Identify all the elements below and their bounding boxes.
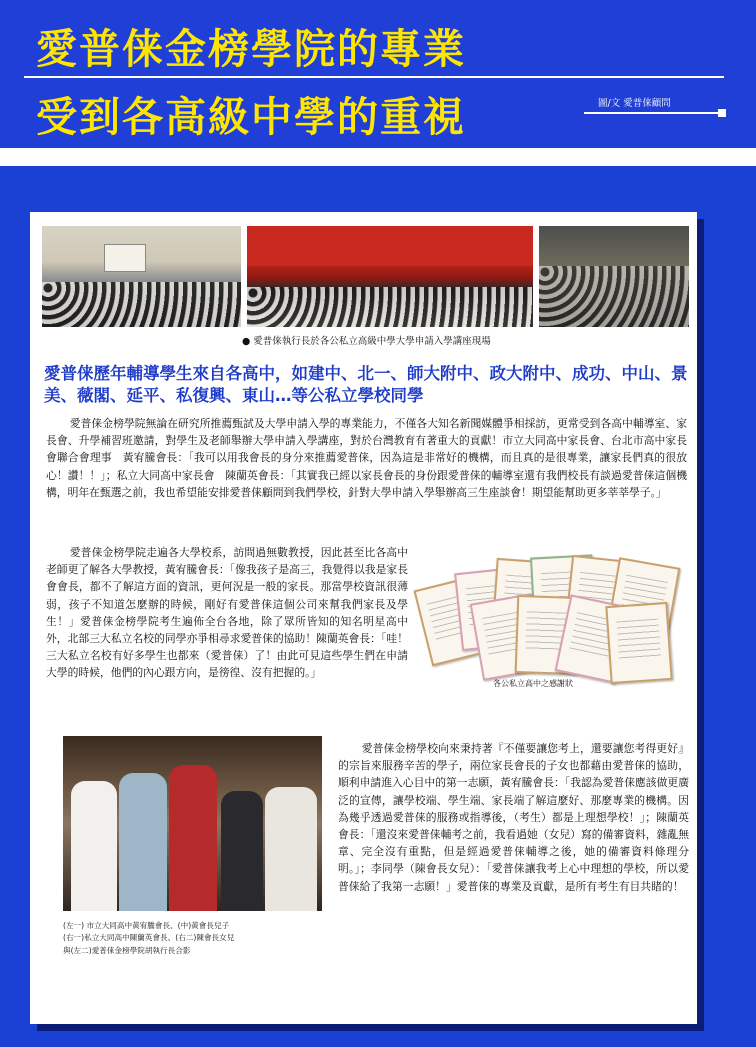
byline: 圖/文 愛普俫顧問 xyxy=(598,98,671,109)
article-subhead: 愛普俫歷年輔導學生來自各高中，如建中、北一、師大附中、政大附中、成功、中山、景美、薇閣、延平、私復興、東山…等公私立學校同學 xyxy=(44,364,688,405)
group-photo-caption-line: (左一) 市立大同高中黃宥騰會長、(中)黃會長兒子 xyxy=(63,921,230,930)
byline-rule xyxy=(584,112,724,114)
paragraph-3: 愛普俫金榜學校向來秉持著『不僅要讓您考上，還要讓您考得更好』的宗旨來服務辛苦的學子，兩位家長會長的子女也都藉由愛普俫的協助，順利申請進入心目中的第一志願，黃宥騰會長：「我認為愛普俫應該做更廣泛的宣傳，讓學校端、學生端、家長端了解這麼好、那麼專業的機構。因為幾乎透過愛普俫的服務或指導後，（考生）都是上理想學校！」；陳蘭英會長：「還沒來愛普俫輔考之前，我看過她（女兒）寫的備審資料，雜亂無章、完全沒有重點，但是經過愛普俫輔導之後，她的備審資料條理分明。」；李同學（陳會長女兒）：「愛普俫讓我考上心中理想的學校，所以愛普俫給了我第一志願！」愛普俫的專業及貢獻，是所有考生有目共睹的！ xyxy=(338,742,689,893)
title-line-2: 受到各高級中學的重視 xyxy=(36,93,466,141)
photos-caption: ● 愛普俫執行長於各公私立高級中學大學申請入學講座現場 xyxy=(242,336,491,347)
certificates-caption: 各公私立高中之感謝狀 xyxy=(493,679,573,688)
audience-crowd xyxy=(539,266,689,327)
paragraph-1: 愛普俫金榜學院無論在研究所推薦甄試及大學申請入學的專業能力，不僅各大知名新聞媒體爭相採訪，更常受到各高中輔導室、家長會、升學補習班邀請，對學生及老師舉辦大學申請入學講座，對於台灣教育有著重大的貢獻！市立大同高中家長會、台北市高中家長會聯合會理事 黃宥騰會長：「我可以用我會長的身分來推薦愛普俫，因為這是非常好的機構，而且真的是很專業，讓家長們真的很放心！讚！！」；私立大同高中家長會 陳蘭英會長：「其實我已經以家長會長的身份跟愛普俫的輔導室還有我們校長有談過愛普俫這個機構，明年在甄選之前，我也希望能安排愛普俫顧問到我們學校，針對大學申請入學舉辦高三生座談會！期望能幫助更多莘莘學子。」 xyxy=(46,417,687,499)
group-photo xyxy=(63,736,322,911)
seminar-photo-right xyxy=(539,226,689,327)
title-line-1: 愛普俫金榜學院的專業 xyxy=(36,25,466,73)
header-banner xyxy=(0,0,756,148)
group-photo-caption xyxy=(63,920,303,957)
paragraph-2: 愛普俫金榜學院走遍各大學校系，訪問過無數教授，因此甚至比各高中老師更了解各大學教授，黃宥騰會長：「像我孩子是高三，我覺得以我是家長會會長，都不了解這方面的資訊，更何況是一般的家長。那當學校資訊很薄弱，孩子不知道怎麼辦的時候，剛好有愛普俫這個公司來幫我們家長及學生！」愛普俫金榜學院考生遍佈全台各地，除了眾所皆知的知名明星高中外，北部三大私立名校的同學亦爭相尋求愛普俫的協助！陳蘭英會長：「哇！三大私立名校有好多學生也都來（愛普俫）了！由此可見這些學生們在申請大學的時候，他們的內心跟方向，是徬徨、沒有把握的。」 xyxy=(46,546,408,680)
person-second-right xyxy=(221,791,263,911)
audience-crowd xyxy=(42,282,241,327)
person-left xyxy=(71,781,117,911)
stage-curtain xyxy=(247,226,533,266)
person-right xyxy=(265,787,317,911)
header-white-band xyxy=(0,148,756,166)
certificate xyxy=(605,602,672,684)
seminar-photo-left xyxy=(42,226,241,327)
group-photo-caption-line: 與(左二)愛普俫金榜學院胡執行長合影 xyxy=(63,945,191,955)
article-card xyxy=(30,212,697,1024)
byline-rule-end-square xyxy=(718,109,726,117)
audience-crowd xyxy=(247,287,533,327)
title-divider-rule xyxy=(24,76,724,78)
person-center xyxy=(169,765,217,911)
certificates-photo xyxy=(416,552,688,677)
seminar-photo-center xyxy=(247,226,533,327)
projection-screen xyxy=(104,244,146,272)
group-photo-caption-line: (右一)私立大同高中陳蘭英會長、(右二)陳會長女兒 xyxy=(63,933,235,943)
person-second-left xyxy=(119,773,167,911)
